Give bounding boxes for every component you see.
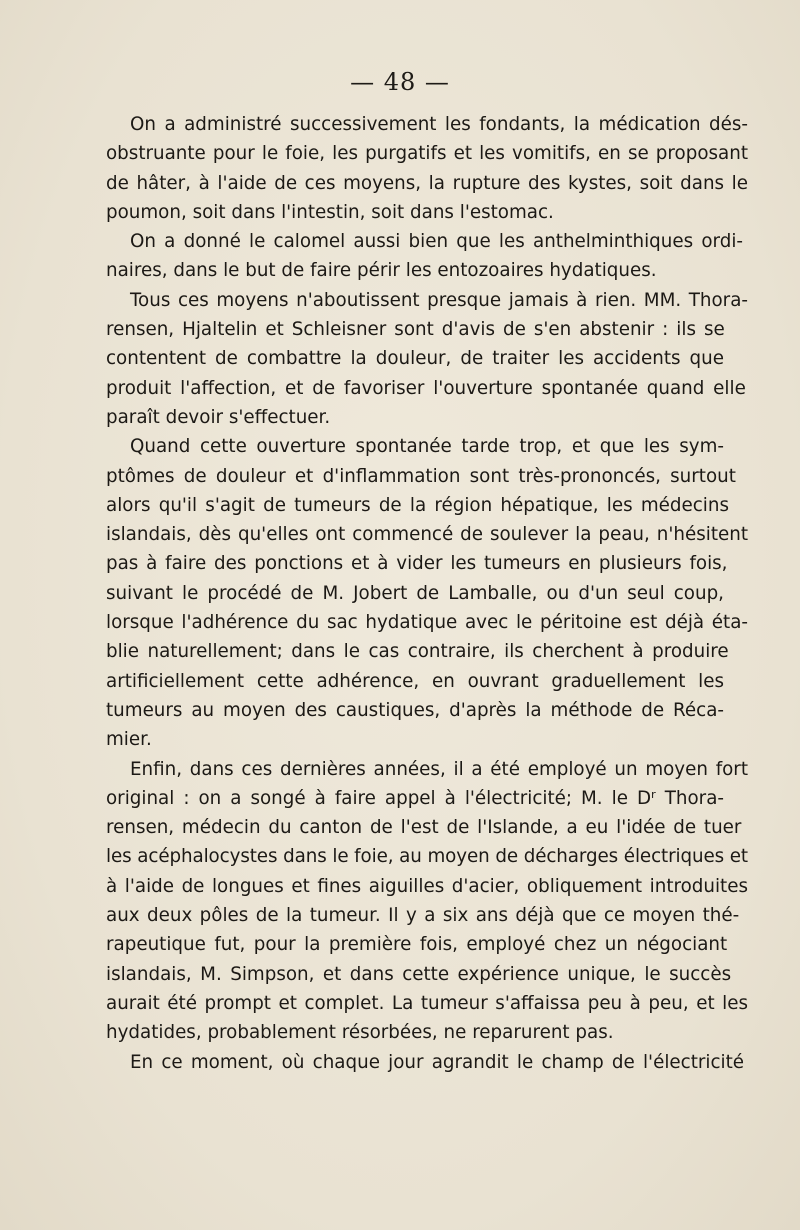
text-line: artificiellement cette adhérence, en ouvrant graduellement les	[106, 670, 724, 692]
paragraph	[82, 227, 743, 286]
text-line: alors qu'il s'agit de tumeurs de la région hépatique, les médecins	[106, 494, 729, 516]
text-line: Enfin, dans ces dernières années, il a été employé un moyen fort	[130, 758, 748, 780]
text-line: produit l'affection, et de favoriser l'ouverture spontanée quand elle	[106, 377, 746, 399]
text-line: aurait été prompt et complet. La tumeur s'affaissa peu à peu, et les	[106, 992, 748, 1014]
text-line: On a donné le calomel aussi bien que les anthelminthiques ordi-	[130, 231, 743, 253]
text-line: à l'aide de longues et fines aiguilles d'acier, obliquement introduites	[106, 875, 748, 897]
text-line: de hâter, à l'aide de ces moyens, la rupture des kystes, soit dans le	[106, 172, 748, 194]
text-line: rensen, médecin du canton de l'est de l'Islande, a eu l'idée de tuer	[106, 817, 742, 839]
text-line: poumon, soit dans l'intestin, soit dans l'estomac.	[106, 201, 554, 223]
text-line: naires, dans le but de faire périr les entozoaires hydatiques.	[106, 260, 657, 282]
text-line: obstruante pour le foie, les purgatifs et les vomitifs, en se proposant	[106, 143, 748, 165]
text-line: pas à faire des ponctions et à vider les tumeurs en plusieurs fois,	[106, 553, 728, 575]
text-line: islandais, M. Simpson, et dans cette expérience unique, le succès	[106, 963, 732, 985]
paragraph	[82, 432, 748, 754]
body-text	[82, 110, 748, 1077]
text-line: ptômes de douleur et d'inflammation sont très-prononcés, surtout	[106, 465, 736, 487]
text-line: hydatides, probablement résorbées, ne reparurent pas.	[106, 1022, 614, 1044]
paragraph	[82, 286, 748, 432]
text-line: lorsque l'adhérence du sac hydatique avec le péritoine est déjà éta-	[106, 612, 748, 634]
text-line: tumeurs au moyen des caustiques, d'après la méthode de Réca-	[106, 699, 724, 721]
text-line: rensen, Hjaltelin et Schleisner sont d'avis de s'en abstenir : ils se	[106, 319, 725, 341]
paragraph	[82, 110, 748, 227]
text-line: rapeutique fut, pour la première fois, employé chez un négociant	[106, 934, 728, 956]
text-line: les acéphalocystes dans le foie, au moyen de décharges électriques et	[106, 846, 748, 868]
text-line: aux deux pôles de la tumeur. Il y a six ans déjà que ce moyen thé-	[106, 905, 740, 927]
text-line: En ce moment, où chaque jour agrandit le champ de l'électricité	[130, 1051, 745, 1073]
page-number: — 48 —	[350, 68, 450, 96]
text-line: original : on a songé à faire appel à l'électricité; M. le Dʳ Thora-	[106, 787, 724, 809]
text-line: islandais, dès qu'elles ont commencé de soulever la peau, n'hésitent	[106, 524, 748, 546]
text-line: blie naturellement; dans le cas contraire, ils cherchent à produire	[106, 641, 729, 663]
paragraph	[82, 755, 748, 1048]
text-line: contentent de combattre la douleur, de traiter les accidents que	[106, 348, 724, 370]
paragraph	[82, 1048, 745, 1077]
text-line: Quand cette ouverture spontanée tarde trop, et que les sym-	[130, 436, 724, 458]
text-line: On a administré successivement les fondants, la médication dés-	[130, 114, 748, 135]
text-line: Tous ces moyens n'aboutissent presque jamais à rien. MM. Thora-	[130, 289, 748, 311]
text-line: suivant le procédé de M. Jobert de Lamballe, ou d'un seul coup,	[106, 582, 724, 604]
text-line: paraît devoir s'effectuer.	[106, 406, 331, 428]
text-line: mier.	[106, 729, 152, 751]
